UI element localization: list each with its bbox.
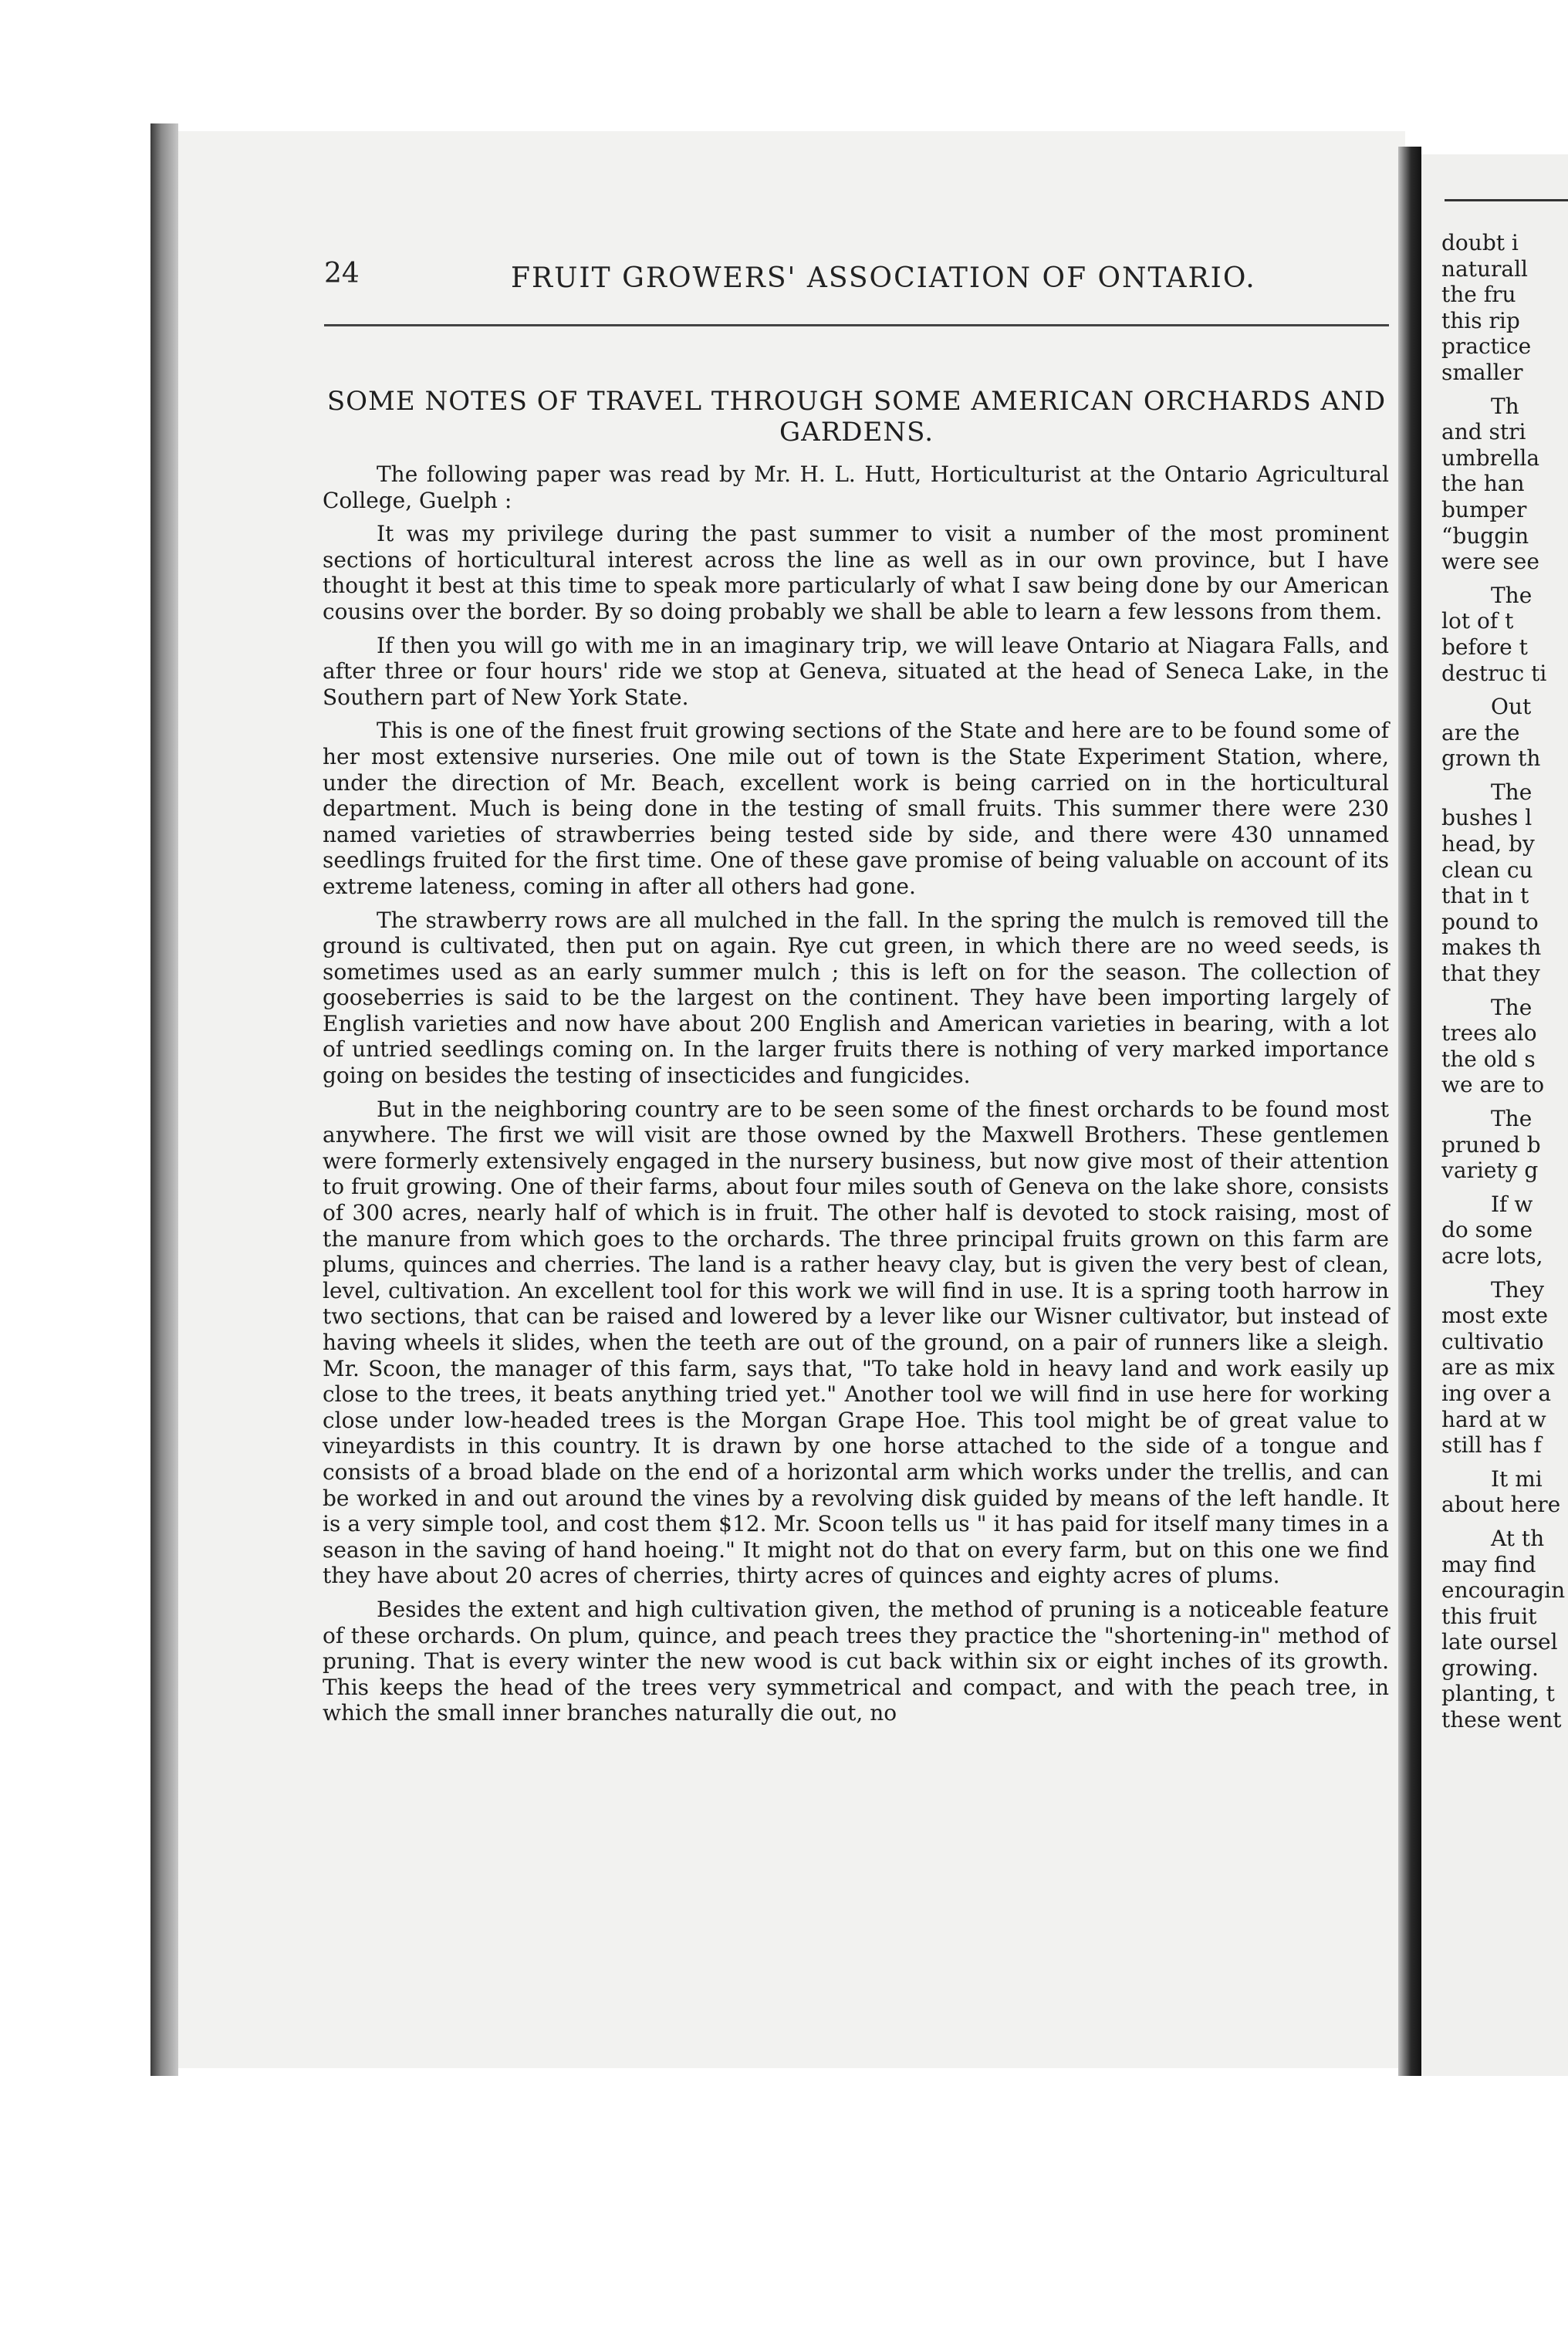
text-fragment: acre lots, (1441, 1242, 1543, 1269)
text-fragment: and stri (1441, 419, 1526, 445)
text-fragment: were see (1441, 549, 1539, 575)
paragraph: But in the neighboring country are to be seen some of the finest orchards to be found most anywhere. The first we will visit are those owned by the Maxwell Brothers. These gentlemen were formerly extensively engaged in the nursery business, but now give most of their attention to fruit growing. One of their farms, about four miles south of Geneva on the lake shore, consists of 300 acres, nearly half of which is in fruit. The other half is devoted to stock raising, most of the manure from which goes to the orchards. The three principal fruits grown on this farm are plums, quinces and cherries. The land is a rather heavy clay, but is given the very best of clean, level, cultivation. An excellent tool for this work we will find in use. It is a spring tooth harrow in two sections, that can be raised and lowered by a lever like our Wisner cultivator, but instead of having wheels it slides, when the teeth are out of the ground, on a pair of runners like a sleigh. Mr. Scoon, the manager of this farm, says that, "To take hold in heavy land and work easily up close to the trees, it beats anything tried yet." Another tool we will find in use here for working close under low-headed trees is the Morgan Grape Hoe. This tool might be of great value to vineyardists in this country. It is drawn by one horse attached to the side of a tongue and consists of a broad blade on the end of a horizontal arm which works under the trellis, and can be worked in and out around the vines by a revolving disk guided by means of the left handle. It is a very simple tool, and cost them $12. Mr. Scoon tells us " it has paid for itself many times in a season in the saving of hand hoeing." It might not do that on every farm, but on this one we find they have about 20 acres of cherries, thirty acres of quinces and eighty acres of plums. (323, 1096, 1389, 1589)
text-fragment: these went (1441, 1707, 1562, 1733)
text-fragment: encouragin (1441, 1577, 1566, 1604)
text-fragment: smaller (1441, 359, 1523, 385)
text-fragment: the old s (1441, 1046, 1536, 1072)
text-fragment: pound to (1441, 908, 1539, 935)
text-fragment: the fru (1441, 282, 1516, 308)
paragraph: Besides the extent and high cultivation given, the method of pruning is a noticeable feature of these orchards. On plum, quince, and peach trees they practice the "shortening-in" method of pruning. That is every winter the new wood is cut back within six or eight inches of its growth. This keeps the head of the trees very symmetrical and compact, and with the peach tree, in which the small inner branches naturally die out, no (323, 1596, 1389, 1726)
journal-title: FRUIT GROWERS' ASSOCIATION OF ONTARIO. (511, 262, 1256, 294)
scan-bottom-margin (0, 2076, 1568, 2346)
text-fragment: late oursel (1441, 1629, 1558, 1655)
text-fragment: practice (1441, 333, 1532, 360)
article-body (323, 461, 1389, 1734)
text-fragment: “buggin (1441, 522, 1529, 549)
paragraph: The following paper was read by Mr. H. L. Hutt, Horticulturist at the Ontario Agricultural College, Guelph : (323, 461, 1389, 513)
text-fragment: The (1491, 994, 1533, 1020)
paragraph: If then you will go with me in an imaginary trip, we will leave Ontario at Niagara Falls, and after three or four hours' ride we stop at Geneva, situated at the head of Seneca Lake, in the Southern part of New York State. (323, 632, 1389, 710)
text-fragment: Out (1491, 694, 1532, 720)
text-fragment: The (1491, 1106, 1533, 1131)
text-fragment: The (1491, 779, 1533, 805)
text-fragment: before t (1441, 634, 1528, 660)
header-rule (324, 324, 1389, 326)
paragraph: It was my privilege during the past summer to visit a number of the most prominent sections of horticultural interest across the line as well as in our own province, but I have thought it best at this time to speak more particularly of what I saw being done by our American cousins over the border. By so doing probably we shall be able to learn a few lessons from them. (323, 521, 1389, 624)
text-fragment: umbrella (1441, 445, 1540, 471)
text-fragment: are as mix (1441, 1354, 1555, 1381)
text-fragment: naturall (1441, 255, 1528, 282)
text-fragment: grown th (1441, 745, 1541, 772)
text-fragment: hard at w (1441, 1406, 1546, 1432)
text-fragment: still has f (1441, 1432, 1542, 1459)
text-fragment: They (1491, 1276, 1545, 1303)
text-fragment: clean cu (1441, 857, 1533, 883)
facing-page-text (1441, 230, 1568, 1733)
text-fragment: variety g (1441, 1158, 1539, 1184)
book-gutter-shadow (1398, 147, 1421, 2076)
text-fragment: growing. (1441, 1655, 1539, 1681)
text-fragment: It mi (1491, 1465, 1543, 1492)
text-fragment: that in t (1441, 883, 1529, 909)
text-fragment: doubt i (1441, 230, 1519, 255)
text-fragment: do some (1441, 1217, 1533, 1243)
facing-page-rule (1445, 199, 1568, 201)
article-title: SOME NOTES OF TRAVEL THROUGH SOME AMERICAN ORCHARDS AND GARDENS. (326, 386, 1387, 448)
text-fragment: most exte (1441, 1303, 1549, 1329)
page-edge-shadow (150, 123, 178, 2076)
page-number: 24 (324, 258, 360, 289)
text-fragment: we are to (1441, 1072, 1545, 1098)
text-fragment: Th (1491, 393, 1519, 419)
text-fragment: cultivatio (1441, 1328, 1544, 1354)
text-fragment: bumper (1441, 496, 1527, 522)
text-fragment: ing over a (1441, 1380, 1552, 1406)
text-fragment: may find (1441, 1551, 1536, 1577)
text-fragment: about here (1441, 1492, 1561, 1518)
text-fragment: this rip (1441, 307, 1520, 333)
text-fragment: that they (1441, 961, 1540, 987)
paragraph: This is one of the finest fruit growing sections of the State and here are to be found some of her most extensive nurseries. One mile out of town is the State Experiment Station, where, under the direction of Mr. Beach, excellent work is being carried on in the horticultural department. Much is being done in the testing of small fruits. This summer there were 230 named varieties of strawberries being tested side by side, and there were 430 unnamed seedlings fruited for the first time. One of these gave promise of being valuable on account of its extreme lateness, coming in after all others had gone. (323, 718, 1389, 899)
text-fragment: The (1491, 582, 1533, 608)
text-fragment: the han (1441, 471, 1525, 497)
scan-left-margin (0, 0, 150, 2346)
text-fragment: destruc ti (1441, 660, 1547, 686)
text-fragment: At th (1491, 1525, 1545, 1551)
text-fragment: are the (1441, 719, 1520, 745)
text-fragment: bushes l (1441, 805, 1533, 831)
text-fragment: trees alo (1441, 1020, 1537, 1046)
text-fragment: planting, t (1441, 1681, 1555, 1707)
text-fragment: If w (1491, 1191, 1533, 1217)
text-fragment: this fruit (1441, 1603, 1537, 1629)
text-fragment: pruned b (1441, 1131, 1541, 1158)
text-fragment: lot of t (1441, 608, 1514, 634)
facing-page-fragment (1421, 154, 1568, 2084)
text-fragment: makes th (1441, 935, 1542, 961)
paragraph: The strawberry rows are all mulched in the fall. In the spring the mulch is removed till the ground is cultivated, then put on again. Rye cut green, in which there are no weed seeds, is sometimes used as an early summer mulch ; this is left on for the season. The collection of gooseberries is said to be the largest on the continent. They have been importing largely of English varieties and now have about 200 English and American varieties in bearing, with a lot of untried seedlings coming on. In the larger fruits there is nothing of very marked importance going on besides the testing of insecticides and fungicides. (323, 907, 1389, 1089)
text-fragment: head, by (1441, 831, 1535, 857)
